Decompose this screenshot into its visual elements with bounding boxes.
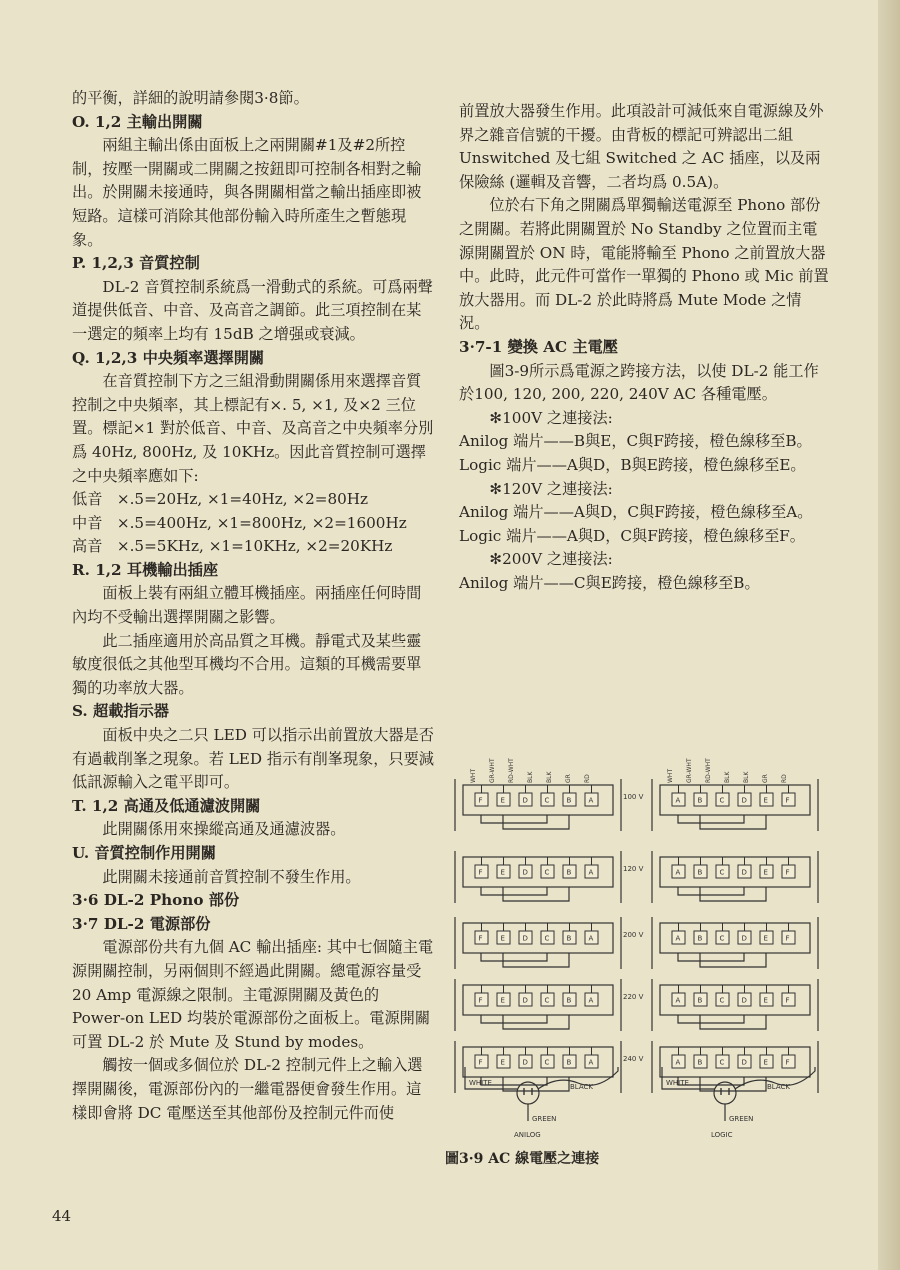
- terminal-letter-logic-0-3: D: [741, 796, 747, 805]
- jumper-anilog-3-b: [503, 1015, 569, 1029]
- wire-label-logic-2: RD-WHT: [705, 758, 712, 783]
- terminal-letter-logic-2-1: B: [697, 934, 703, 943]
- terminal-letter-anilog-3-1: E: [500, 996, 505, 1005]
- jumper-logic-3-a: [678, 1015, 744, 1023]
- terminal-letter-logic-1-4: E: [763, 868, 768, 877]
- terminal-letter-anilog-0-1: E: [500, 796, 505, 805]
- wire-label-anilog-6: RD: [584, 774, 591, 783]
- terminal-letter-anilog-0-4: B: [566, 796, 572, 805]
- wire-label-logic-4: BLK: [743, 771, 750, 783]
- terminal-letter-logic-2-4: E: [763, 934, 768, 943]
- para-s: 面板中央之二只 LED 可以指示出前置放大器是否有過載削峯之現象。若 LED 指示有削峯現象，只要減低訊源輸入之電平即可。: [72, 726, 434, 792]
- para-3-7-b: 觸按一個或多個位於 DL-2 控制元件上之輸入選擇開關後，電源部份內的一繼電器便會發生作用。這樣即會將 DC 電壓送至其他部份及控制元件而使: [72, 1056, 423, 1122]
- black-label-logic: BLACK: [767, 1083, 791, 1091]
- wire-label-anilog-3: BLK: [527, 771, 534, 783]
- terminal-letter-anilog-1-2: D: [522, 868, 528, 877]
- heading-3-6: 3·6 DL-2 Phono 部份: [72, 891, 240, 910]
- heading-3-7-1: 3·7-1 變換 AC 主電壓: [459, 337, 618, 356]
- para-fig-intro: 圖3-9所示爲電源之跨接方法，以使 DL-2 能工作於100, 120, 200, 220, 240V AC 各種電壓。: [459, 361, 819, 404]
- terminal-letter-anilog-0-5: A: [588, 796, 594, 805]
- terminal-letter-anilog-3-5: A: [588, 996, 594, 1005]
- wire-label-anilog-2: RD-WHT: [508, 758, 515, 783]
- wire-label-anilog-0: WHT: [470, 768, 477, 783]
- terminal-letter-logic-4-4: E: [763, 1058, 768, 1067]
- terminal-letter-logic-2-0: A: [675, 934, 681, 943]
- jumper-logic-2-a: [678, 953, 744, 961]
- terminal-letter-logic-4-5: F: [785, 1058, 790, 1067]
- v200-anilog: Anilog 端片——C與E跨接，橙色線移至B。: [459, 573, 760, 592]
- terminal-letter-logic-1-3: D: [741, 868, 747, 877]
- terminal-letter-logic-3-3: D: [741, 996, 747, 1005]
- green-label-logic: GREEN: [729, 1115, 754, 1123]
- v100-logic: Logic 端片——A與D，B與E跨接，橙色線移至E。: [459, 455, 806, 474]
- black-label-anilog: BLACK: [570, 1083, 594, 1091]
- voltage-label-0: 100 V: [623, 793, 644, 801]
- para-3-7-a: 電源部份共有九個 AC 輸出插座: 其中七個隨主電源開關控制，另兩個則不經過此開關。總電源容量受 20 Amp 電源線之限制。主電源開關及黃色的 Power-on LED 均裝於電源部份之面板上。電源開關可置 DL-2 於 Mute 及 Stund by modes。: [72, 938, 434, 1051]
- white-label-logic: WHITE: [666, 1079, 689, 1087]
- para-r1: 面板上裝有兩組立體耳機插座。兩插座任何時間內均不受輸出選擇開關之影響。: [72, 584, 422, 627]
- jumper-anilog-0-a: [481, 815, 547, 823]
- terminal-letter-logic-4-0: A: [675, 1058, 681, 1067]
- jumper-logic-3-b: [700, 1015, 766, 1029]
- terminal-letter-anilog-0-2: D: [522, 796, 528, 805]
- para-u: 此開關未接通前音質控制不發生作用。: [102, 867, 361, 886]
- heading-s: S. 超載指示器: [72, 702, 169, 721]
- v120-logic: Logic 端片——A與D，C與F跨接，橙色線移至F。: [459, 526, 805, 545]
- green-label-anilog: GREEN: [532, 1115, 557, 1123]
- wire-label-logic-5: GR: [762, 774, 769, 783]
- para-r2: 此二插座適用於高品質之耳機。靜電式及某些靈敏度很低之其他型耳機均不合用。這類的耳機需要單獨的功率放大器。: [72, 631, 422, 697]
- terminal-letter-anilog-4-4: B: [566, 1058, 572, 1067]
- terminal-letter-logic-1-1: B: [697, 868, 703, 877]
- terminal-letter-logic-1-2: C: [719, 868, 725, 877]
- para-p: DL-2 音質控制系統爲一滑動式的系統。可爲兩聲道提供低音、中音、及高音之調節。此三項控制在某一選定的頻率上均有 15dB 之增强或衰減。: [72, 277, 433, 343]
- terminal-letter-logic-3-5: F: [785, 996, 790, 1005]
- jumper-anilog-2-a: [481, 953, 547, 961]
- wire-label-logic-1: GR-WHT: [686, 758, 693, 783]
- wire-label-anilog-4: BLK: [546, 771, 553, 783]
- terminal-letter-anilog-3-2: D: [522, 996, 528, 1005]
- terminal-letter-anilog-2-3: C: [544, 934, 550, 943]
- voltage-label-3: 220 V: [623, 993, 644, 1001]
- heading-o: O. 1,2 主輸出開關: [72, 112, 203, 131]
- para-o: 兩組主輸出係由面板上之兩開關#1及#2所控制，按壓一開關或二開關之按鈕即可控制各相對之輸出。於開關未接通時，與各開關相當之輸出插座即被短路。這樣可消除其他部份輸入時所產生之暫態現象。: [72, 136, 422, 249]
- jumper-logic-0-a: [678, 815, 744, 823]
- terminal-letter-anilog-4-1: E: [500, 1058, 505, 1067]
- heading-r: R. 1,2 耳機輸出插座: [72, 560, 219, 579]
- wiring-diagram: [445, 745, 840, 1145]
- terminal-letter-anilog-0-0: F: [478, 796, 483, 805]
- wire-label-logic-3: BLK: [724, 771, 731, 783]
- wire-label-anilog-1: GR-WHT: [489, 758, 496, 783]
- voltage-label-2: 200 V: [623, 931, 644, 939]
- terminal-letter-logic-0-2: C: [719, 796, 725, 805]
- terminal-letter-logic-0-4: E: [763, 796, 768, 805]
- terminal-letter-logic-4-3: D: [741, 1058, 747, 1067]
- jumper-anilog-0-b: [503, 815, 569, 829]
- jumper-anilog-1-b: [503, 887, 569, 901]
- terminal-letter-anilog-2-0: F: [478, 934, 483, 943]
- terminal-letter-logic-0-0: A: [675, 796, 681, 805]
- v120-anilog: Anilog 端片——A與D，C與F跨接，橙色線移至A。: [459, 503, 813, 522]
- jumper-anilog-3-a: [481, 1015, 547, 1023]
- terminal-letter-anilog-1-1: E: [500, 868, 505, 877]
- plug-name-anilog: ANILOG: [514, 1131, 541, 1139]
- terminal-letter-logic-2-2: C: [719, 934, 725, 943]
- terminal-letter-logic-3-0: A: [675, 996, 681, 1005]
- heading-q: Q. 1,2,3 中央頻率選擇開關: [72, 348, 265, 367]
- terminal-letter-anilog-2-4: B: [566, 934, 572, 943]
- terminal-letter-anilog-4-2: D: [522, 1058, 528, 1067]
- terminal-letter-anilog-4-0: F: [478, 1058, 483, 1067]
- terminal-letter-anilog-2-2: D: [522, 934, 528, 943]
- right-column: [459, 100, 829, 595]
- terminal-letter-logic-0-5: F: [785, 796, 790, 805]
- terminal-letter-logic-0-1: B: [697, 796, 703, 805]
- heading-3-7: 3·7 DL-2 電源部份: [72, 914, 211, 933]
- voltage-label-4: 240 V: [623, 1055, 644, 1063]
- terminal-letter-logic-2-5: F: [785, 934, 790, 943]
- terminal-letter-logic-4-2: C: [719, 1058, 725, 1067]
- wiring-diagram-svg: [445, 745, 840, 1145]
- terminal-letter-anilog-4-5: A: [588, 1058, 594, 1067]
- heading-u: U. 音質控制作用開關: [72, 844, 216, 862]
- v200-heading: ✻200V 之連接法:: [489, 550, 613, 569]
- freq-row-bass: 低音 ×.5=20Hz, ×1=40Hz, ×2=80Hz: [72, 490, 369, 509]
- heading-t: T. 1,2 高通及低通濾波開關: [72, 796, 261, 815]
- terminal-letter-anilog-1-3: C: [544, 868, 550, 877]
- terminal-letter-logic-3-2: C: [719, 996, 725, 1005]
- jumper-logic-1-a: [678, 887, 744, 895]
- terminal-letter-logic-3-1: B: [697, 996, 703, 1005]
- wire-label-anilog-5: GR: [565, 774, 572, 783]
- v100-heading: ✻100V 之連接法:: [489, 408, 613, 427]
- para-q: 在音質控制下方之三組滑動開關係用來選擇音質控制之中央頻率，其上標記有×. 5, ×1, 及×2 三位置。標記×1 對於低音、中音、及高音之中央頻率分別爲 40Hz, 800Hz, 及 10KHz。因此音質控制可選擇之中央頻率應如下:: [72, 372, 434, 485]
- terminal-letter-logic-3-4: E: [763, 996, 768, 1005]
- terminal-letter-logic-2-3: D: [741, 934, 747, 943]
- jumper-logic-2-b: [700, 953, 766, 967]
- voltage-label-1: 120 V: [623, 865, 644, 873]
- terminal-letter-anilog-1-4: B: [566, 868, 572, 877]
- terminal-letter-anilog-1-5: A: [588, 868, 594, 877]
- terminal-letter-anilog-3-4: B: [566, 996, 572, 1005]
- jumper-logic-1-b: [700, 887, 766, 901]
- jumper-logic-0-b: [700, 815, 766, 829]
- freq-row-mid: 中音 ×.5=400Hz, ×1=800Hz, ×2=1600Hz: [72, 513, 407, 532]
- terminal-letter-anilog-0-3: C: [544, 796, 550, 805]
- para-r-cont: 前置放大器發生作用。此項設計可減低來自電源線及外界之雜音信號的干擾。由背板的標記可辨認出二組 Unswitched 及七組 Switched 之 AC 插座，以及兩保險絲 (邏輯及音響，二者均爲 0.5A)。: [459, 102, 824, 191]
- intro-line: 的平衡，詳細的說明請參閱3·8節。: [72, 89, 309, 107]
- left-column: [72, 87, 434, 1125]
- terminal-letter-anilog-2-5: A: [588, 934, 594, 943]
- page-number: 44: [52, 1207, 72, 1225]
- freq-row-treble: 高音 ×.5=5KHz, ×1=10KHz, ×2=20KHz: [72, 537, 393, 556]
- v100-anilog: Anilog 端片——B與E，C與F跨接，橙色線移至B。: [459, 432, 812, 451]
- wire-label-logic-6: RD: [781, 774, 788, 783]
- para-t: 此開關係用來操縱高通及通濾波器。: [102, 820, 346, 839]
- terminal-letter-anilog-4-3: C: [544, 1058, 550, 1067]
- v120-heading: ✻120V 之連接法:: [489, 479, 613, 498]
- terminal-letter-logic-4-1: B: [697, 1058, 703, 1067]
- terminal-letter-anilog-2-1: E: [500, 934, 505, 943]
- figure-caption: 圖3·9 AC 線電壓之連接: [445, 1151, 600, 1167]
- terminal-letter-anilog-3-3: C: [544, 996, 550, 1005]
- terminal-letter-anilog-1-0: F: [478, 868, 483, 877]
- jumper-anilog-2-b: [503, 953, 569, 967]
- white-label-anilog: WHITE: [469, 1079, 492, 1087]
- terminal-letter-logic-1-0: A: [675, 868, 681, 877]
- heading-p: P. 1,2,3 音質控制: [72, 254, 200, 273]
- para-phono-switch: 位於右下角之開關爲單獨輸送電源至 Phono 部份之開關。若將此開關置於 No Standby 之位置而主電源開關置於 ON 時，電能將輸至 Phono 之前置放大器中。此時，此元件可當作一單獨的 Phono 或 Mic 前置放大器用。而 DL-2 於此時將爲 Mute Mode 之情況。: [459, 196, 829, 333]
- plug-name-logic: LOGIC: [711, 1131, 733, 1139]
- jumper-anilog-1-a: [481, 887, 547, 895]
- wire-label-logic-0: WHT: [667, 768, 674, 783]
- terminal-letter-logic-1-5: F: [785, 868, 790, 877]
- terminal-letter-anilog-3-0: F: [478, 996, 483, 1005]
- page-binding-edge: [878, 0, 900, 1270]
